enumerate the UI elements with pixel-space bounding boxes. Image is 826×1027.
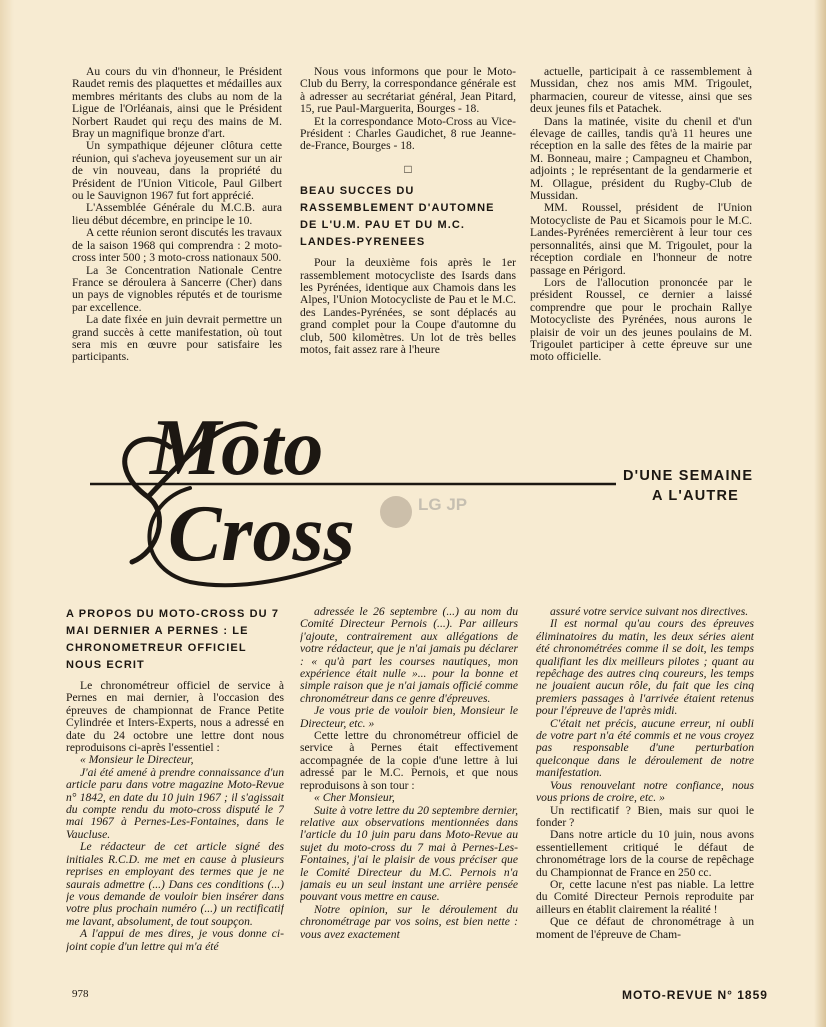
- tagline-line-1: D'UNE SEMAINE: [623, 468, 754, 484]
- paragraph: Dans la matinée, visite du chenil et d'un élevage de cailles, tandis qu'à 11 heures une réception en la salle des fêtes de la mairie par M. Bonneau, maire ; Campagneu et Chambon, adjoints ; le représentant de la gendarmerie et M. Ollague, président du Rugby-Club de Mussidan.: [530, 114, 752, 203]
- paragraph: Lors de l'allocution prononcée par le président Roussel, ce dernier a laissé comprendre que pour le prochain Rallye Motocycliste des Pyrénées, nous aurons le plaisir de voir un des jeunes poulains de M. Trigoulet participer à cette épreuve sur une moto officielle.: [530, 275, 752, 364]
- paragraph: Notre opinion, sur le déroulement du chronométrage par vos soins, est bien nette : vous avez exactement: [300, 902, 518, 941]
- paragraph: adressée le 26 septembre (...) au nom du Comité Directeur Pernois (...). Par ailleurs j'ajoute, contrairement aux allégations de votre rédacteur, que je n'ai jamais pu déclarer : « qu'à part les courses nautiques, mon expérience était nulle »... pour la bonne et simple raison que je n'ai jamais officié comme chronométreur dans ce genre d'épreuves.: [300, 606, 518, 705]
- paragraph: Il est normal qu'au cours des épreuves éliminatoires du matin, les deux séries aient été chronométrées comme il se doit, les temps qualifiant les dix meilleurs pilotes ; quant au repêchage des autres cinq coureurs, les temps ne jouaient aucun rôle, du fait que les cinq premiers passages à l'arrivée étaient retenus pour l'épreuve de l'après midi.: [536, 617, 754, 718]
- magazine-issue: MOTO-REVUE N° 1859: [622, 988, 768, 1002]
- paragraph: Un sympathique déjeuner clôtura cette réunion, qui s'acheva joyeusement sur un air de vin nouveau, dans la propriété du Président de l'Union Viticole, Paul Gilbert ou le Sauvignon 1967 fut fort apprécié.: [72, 139, 282, 203]
- bottom-column-2: [300, 606, 518, 976]
- banner-word-cross: Cross: [168, 490, 355, 578]
- paragraph: Je vous prie de vouloir bien, Monsieur le Directeur, etc. »: [300, 704, 518, 730]
- paragraph: Le chronométreur officiel de service à Pernes en mai dernier, à l'occasion des épreuves de championnat de France Petite Cylindrée et Inters-Experts, nous a adressé en date du 24 octobre une lettre dont nous reproduisons ci-après l'essentiel :: [66, 679, 284, 755]
- page-edge-right: [814, 0, 826, 1027]
- top-column-1: [72, 66, 282, 366]
- bottom-column-3: [536, 606, 754, 976]
- paragraph: Or, cette lacune n'est pas niable. La lettre du Comité Directeur Pernois reproduite par ailleurs en établit clairement la réalité !: [536, 877, 754, 916]
- paragraph: Pour la deuxième fois après le 1er rassemblement motocycliste des Isards dans les Pyrénées, identique aux Chamois dans les Alpes, l'Union Motocycliste de Pau et le M.C. des Landes-Pyrénées, se sont déplacés au grand complet pour la Coupe d'automne du club, 500 kilomètres. Un lot de très belles motos, fait assez rare à l'heure: [300, 256, 516, 357]
- paragraph: actuelle, participait à ce rassemblement à Mussidan, chez nos amis MM. Trigoulet, pharmacien, coureur de vitesse, ainsi que ses deux jeunes fils et Patachek.: [530, 66, 752, 116]
- page-number: 978: [72, 988, 89, 1000]
- top-column-2: [300, 66, 516, 366]
- paragraph: Un rectificatif ? Bien, mais sur quoi le fonder ?: [536, 803, 754, 829]
- tagline-line-2: A L'AUTRE: [652, 488, 740, 504]
- paragraph: assuré votre service suivant nos directives.: [550, 606, 749, 618]
- rassemblement-heading: BEAU SUCCES DU RASSEMBLEMENT D'AUTOMNE DE L'U.M. PAU ET DU M.C. LANDES-PYRENEES: [300, 185, 495, 249]
- paragraph: C'était net précis, aucune erreur, ni oubli de votre part n'a été commis et ne vous croyez pas responsable d'une perturbation quelconque dans le déroulement de notre manifestation.: [536, 716, 754, 780]
- paragraph: Cette lettre du chronométreur officiel de service à Pernes était effectivement accompagnée de la copie d'une lettre à lui adressé par le M.C. Pernois, et que nous reproduisons à son tour :: [300, 729, 518, 792]
- bottom-column-1: [66, 606, 284, 976]
- section-separator: □: [404, 161, 412, 176]
- page-edge-left: [0, 0, 14, 1027]
- paragraph: MM. Roussel, président de l'Union Motocycliste de Pau et Sicamois pour le M.C. Landes-Pyrénées remercièrent à leur tour ces personnalités, ainsi que M. Trigoulet, pour la réception cordiale en l'honneur de notre passage en Périgord.: [530, 201, 752, 277]
- paragraph: Vous renouvelant notre confiance, nous vous prions de croire, etc. »: [536, 778, 754, 805]
- paragraph: La 3e Concentration Nationale Centre France se déroulera à Sancerre (Cher) dans un pays de vignobles réputés et de tourisme par excellence.: [72, 263, 282, 314]
- banner-word-moto: Moto: [150, 404, 324, 492]
- paragraph: A cette réunion seront discutés les travaux de la saison 1968 qui comprendra : 2 moto-cross inter 500 ; 3 moto-cross nationaux 500.: [72, 226, 282, 265]
- berry-notice: [300, 66, 516, 153]
- paragraph: La date fixée en juin devrait permettre un grand succès à cette manifestation, où tout sera mis en œuvre pour satisfaire les participants.: [72, 313, 282, 364]
- paragraph: « Cher Monsieur,: [314, 791, 395, 805]
- watermark-logo: [380, 495, 467, 528]
- chronometreur-body-1: [66, 680, 284, 953]
- paragraph: « Monsieur le Directeur,: [80, 753, 194, 767]
- paragraph: L'Assemblée Générale du M.C.B. aura lieu début décembre, en principe le 10.: [72, 201, 282, 227]
- paragraph: Suite à votre lettre du 20 septembre dernier, relative aux observations mentionnées dans l'article du 10 juin paru dans Moto-Revue au sujet du moto-cross du 7 mai à Pernes-Les-Fontaines, j'ai le plaisir de vous préciser que le Comité Directeur du M.C. Pernois n'a jamais eu un seul instant une arrière pensée pouvant vous mettre en cause.: [300, 803, 518, 904]
- paragraph: A l'appui de mes dires, je vous donne ci-joint copie d'un lettre qui m'a été: [66, 927, 284, 953]
- paragraph: Que ce défaut de chronométrage à un moment de l'épreuve de Cham-: [536, 915, 754, 941]
- paragraph: Au cours du vin d'honneur, le Président Raudet remis des plaquettes et médailles aux membres méritants des clubs au nom de la Ligue de l'Orléanais, ainsi que le Président Norbert Raudet qui reçu des mains de M. Bray un magnifique bronze d'art.: [72, 66, 282, 141]
- paragraph: Nous vous informons que pour le Moto-Club du Berry, la correspondance générale est à adresser au secrétariat général, Jean Pitard, 15, rue Paul-Marguerita, Bourges - 18.: [300, 66, 516, 116]
- paragraph: Et la correspondance Moto-Cross au Vice-Président : Charles Gaudichet, 8 rue Jeanne-de-France, Bourges - 18.: [300, 114, 516, 153]
- paragraph: Le rédacteur de cet article signé des initiales R.C.D. me met en cause à plusieurs reprises en employant des termes que je ne saurais admettre (...) Dans ces conditions (...) je vous demande de vouloir bien insérer dans votre plus prochain numéro (...) un rectificatif me lavant, absolument, de tout soupçon.: [66, 840, 284, 928]
- chronometreur-heading: A PROPOS DU MOTO-CROSS DU 7 MAI DERNIER A PERNES : LE CHRONOMETREUR OFFICIEL NOUS ECRIT: [66, 608, 280, 671]
- paragraph: J'ai été amené à prendre connaissance d'un article paru dans votre magazine Moto-Revue n° 1842, en date du 10 juin 1967 ; il s'agissait du compte rendu du moto-cross disputé le 7 mai 1967 à Pernes-Les-Fontaines, dans le Vaucluse.: [66, 765, 284, 841]
- watermark-text: LG JP: [418, 495, 468, 514]
- paragraph: Dans notre article du 10 juin, nous avons essentiellement critiqué le défaut de chronométrage lors de la course de repêchage du Championnat de France en 250 cc.: [536, 828, 754, 879]
- rassemblement-intro: [300, 257, 516, 356]
- top-column-3: [530, 66, 752, 366]
